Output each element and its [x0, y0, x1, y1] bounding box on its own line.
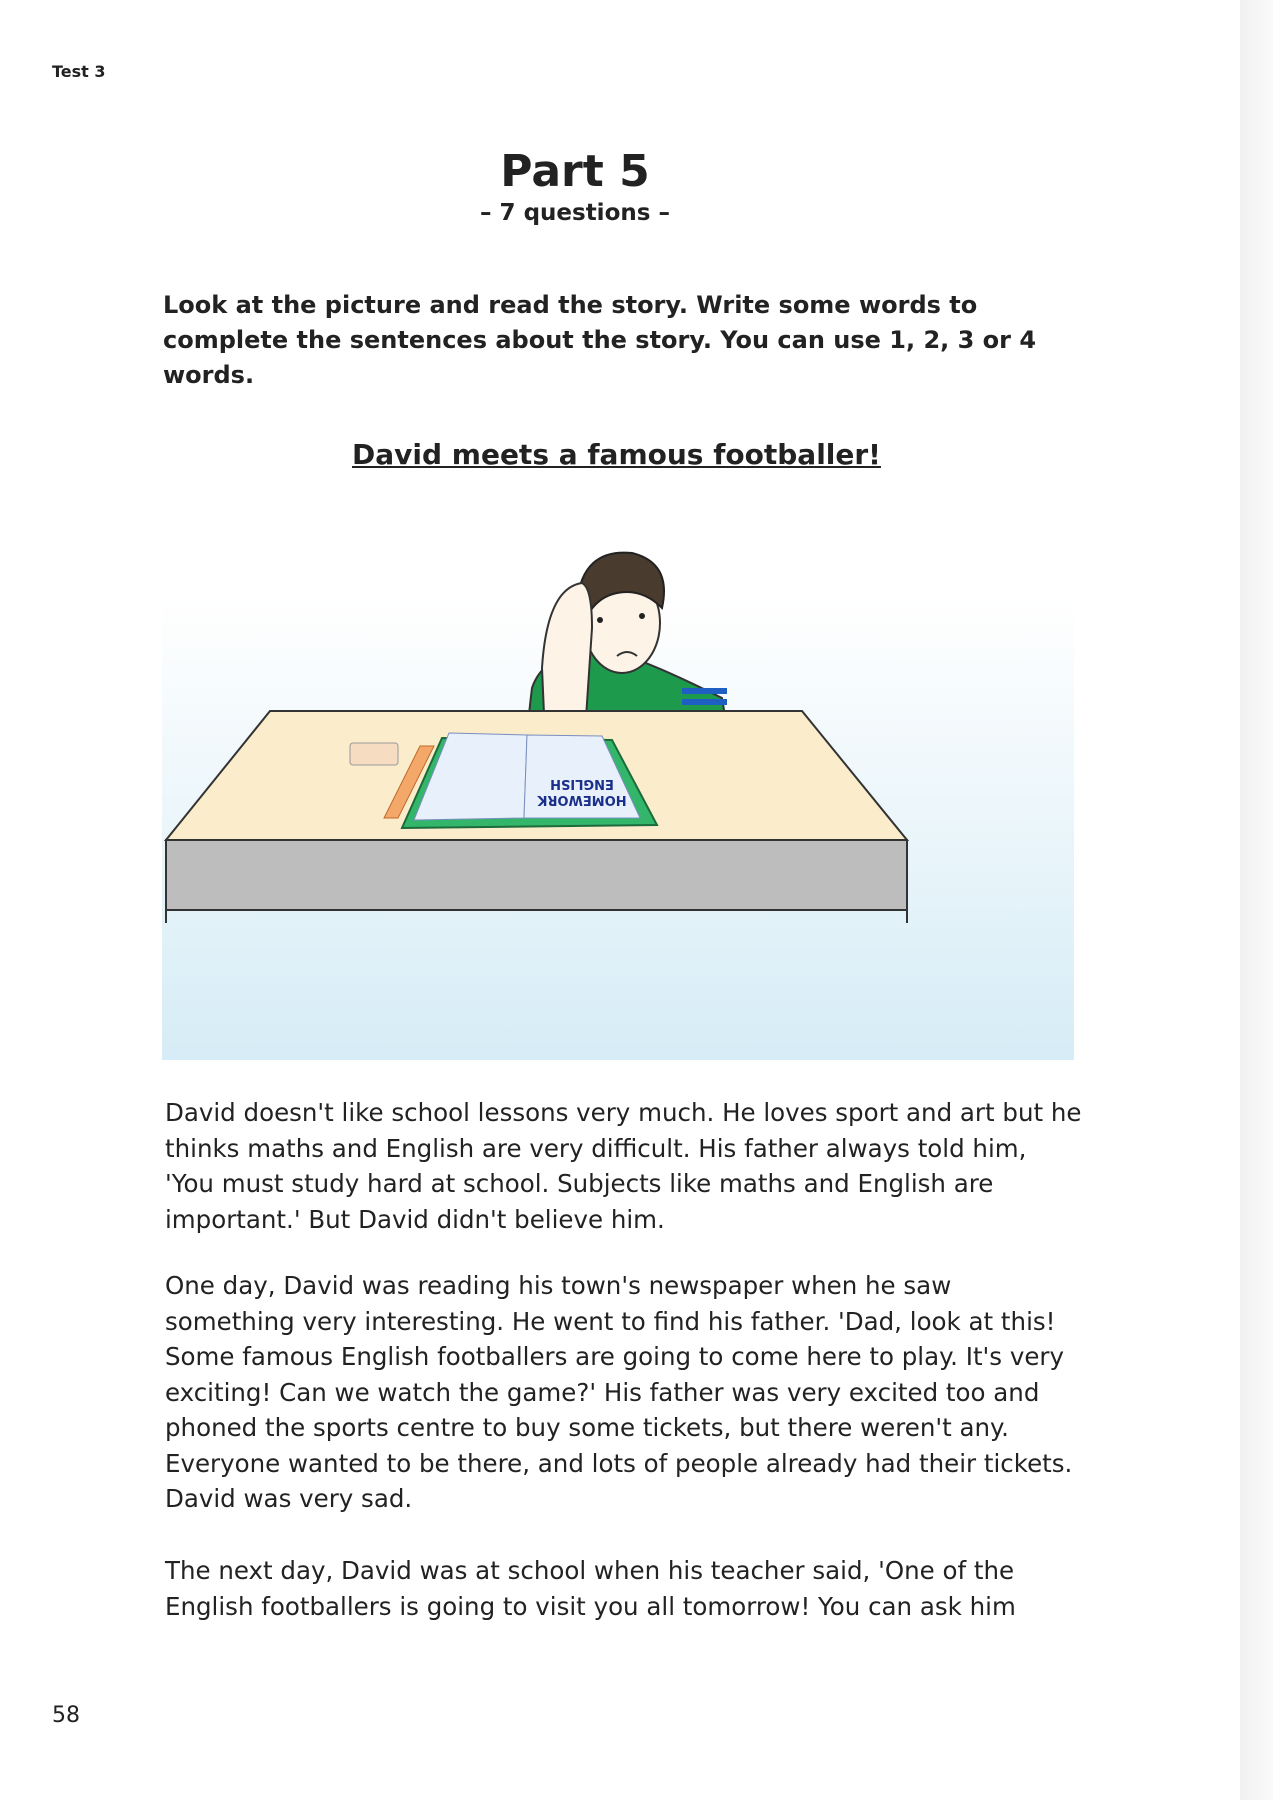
- table-front: [166, 840, 907, 910]
- instructions: [163, 288, 1063, 393]
- story-line: exciting! Can we watch the game?' His father was very excited too and: [165, 1377, 1040, 1407]
- story-title: David meets a famous footballer!: [352, 438, 881, 471]
- book-label-homework: HOMEWORK: [537, 792, 627, 807]
- story-line: David doesn't like school lessons very much. He loves sport and art but he: [165, 1098, 1082, 1127]
- instruction-line: complete the sentences about the story. You can use 1, 2, 3 or 4: [163, 326, 1037, 354]
- story-paragraph-2: [165, 1268, 1072, 1517]
- story-line: Everyone wanted to be there, and lots of people already had their tickets.: [165, 1448, 1073, 1478]
- part-title: Part 5: [500, 146, 650, 197]
- story-line: The next day, David was at school when his teacher said, 'One of the: [165, 1556, 1015, 1585]
- story-line: 'You must study hard at school. Subjects like maths and English are: [165, 1169, 994, 1198]
- instruction-line: words.: [163, 361, 255, 389]
- test-label: Test 3: [52, 62, 106, 81]
- story-line: David was very sad.: [165, 1484, 413, 1513]
- story-paragraph-1: [165, 1095, 1081, 1237]
- story-line: English footballers is going to visit you all tomorrow! You can ask him: [165, 1591, 1016, 1621]
- page-number: 58: [52, 1703, 80, 1728]
- story-line: phoned the sports centre to buy some tickets, but there weren't any.: [165, 1413, 1009, 1442]
- page-edge: [1240, 0, 1273, 1800]
- part-subtitle: – 7 questions –: [480, 200, 670, 226]
- story-line: important.' But David didn't believe him.: [165, 1204, 665, 1234]
- story-line: something very interesting. He went to find his father. 'Dad, look at this!: [165, 1306, 1056, 1336]
- book-label-english: ENGLISH: [550, 776, 614, 791]
- story-illustration: [162, 528, 1074, 1060]
- eraser: [350, 743, 398, 765]
- story-paragraph-3: [165, 1553, 1016, 1624]
- story-line: One day, David was reading his town's newspaper when he saw: [165, 1271, 952, 1300]
- story-line: Some famous English footballers are going to come here to play. It's very: [165, 1342, 1064, 1371]
- instruction-line: Look at the picture and read the story. Write some words to: [163, 291, 978, 319]
- story-line: thinks maths and English are very difficult. His father always told him,: [165, 1133, 1027, 1163]
